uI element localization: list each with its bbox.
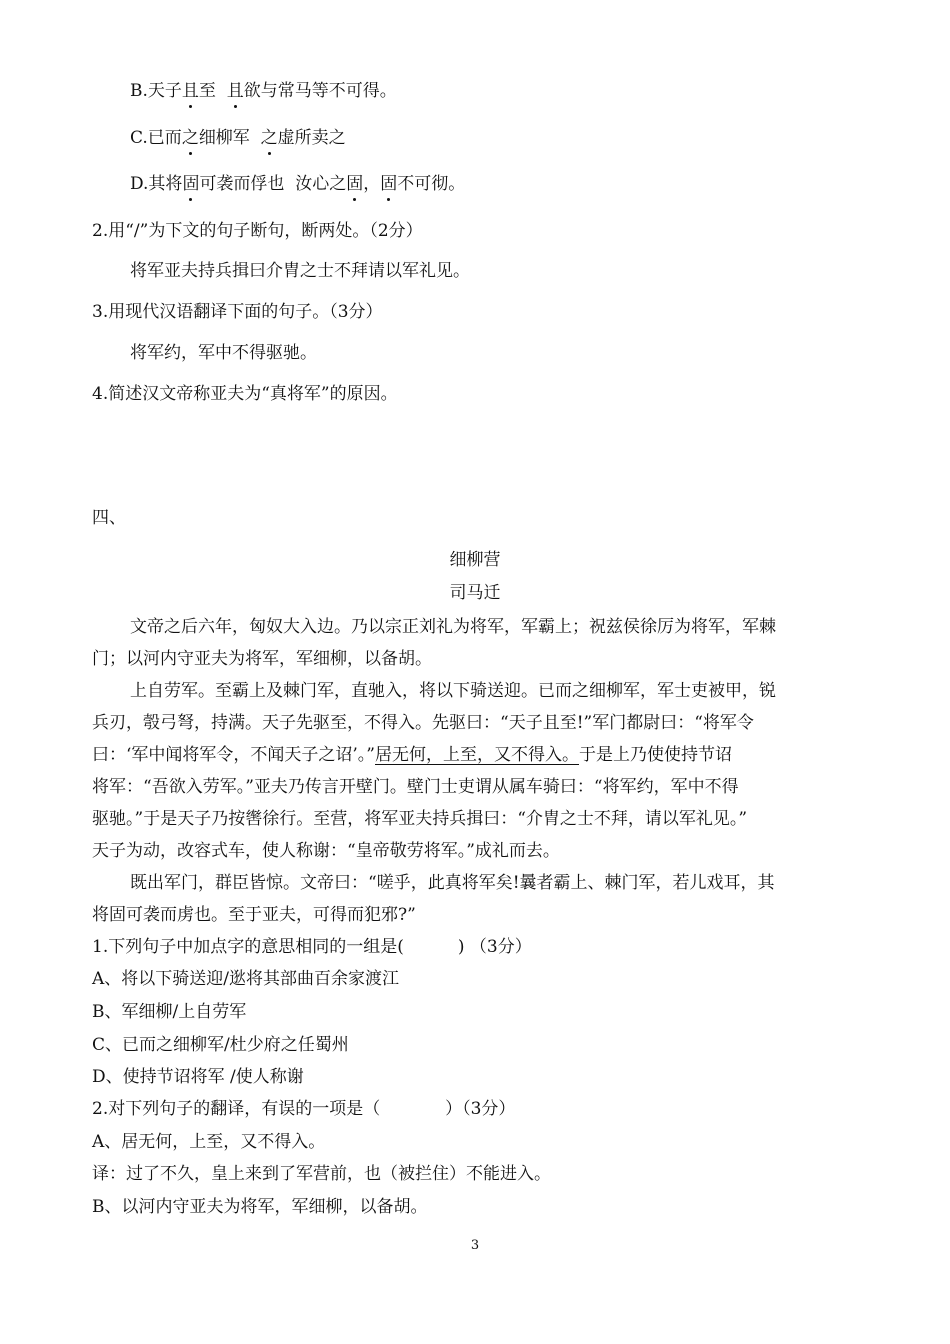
paragraph-2-line-6: 天子为动，改容式车，使人称谢：“皇帝敬劳将军。”成礼而去。 bbox=[92, 841, 560, 861]
paragraph-2-line-5: 驱驰。”于是天子乃按辔徐行。至营，将军亚夫持兵揖曰：“介胄之士不拜，请以军礼见。” bbox=[92, 809, 748, 829]
dotted-char: 且 bbox=[226, 81, 244, 101]
option-c: C.已而之细柳军 之虚所卖之 bbox=[130, 128, 346, 148]
question-2: 2.对下列句子的翻译，有误的一项是（ ）（3分） bbox=[92, 1099, 516, 1119]
passage-title: 细柳营 bbox=[449, 550, 501, 570]
paragraph-3-line-2: 将固可袭而虏也。至于亚夫，可得而犯邪?” bbox=[92, 905, 416, 925]
question-3: 3.用现代汉语翻译下面的句子。（3分） bbox=[92, 302, 383, 322]
question-1: 1.下列句子中加点字的意思相同的一组是( ) （3分） bbox=[92, 937, 532, 957]
option-d: D、使持节诏将军 /使人称谢 bbox=[92, 1067, 304, 1087]
page-number: 3 bbox=[470, 1238, 480, 1253]
passage-author: 司马迁 bbox=[449, 583, 501, 603]
dotted-char: 之 bbox=[260, 128, 278, 148]
paragraph-2-line-4: 将军：“吾欲入劳军。”亚夫乃传言开壁门。壁门士吏谓从属车骑曰：“将军约，军中不得 bbox=[92, 777, 739, 797]
paragraph-1-line-2: 门；以河内守亚夫为将军，军细柳，以备胡。 bbox=[92, 649, 432, 669]
option-b: B、以河内守亚夫为将军，军细柳，以备胡。 bbox=[92, 1197, 428, 1217]
paragraph-2-line-3: 曰：‘军中闻将军令，不闻天子之诏’。”居无何，上至，又不得入。于是上乃使使持节诏 bbox=[92, 745, 732, 765]
option-d: D.其将固可袭而俘也 汝心之固，固不可彻。 bbox=[130, 174, 466, 194]
paragraph-2-line-1: 上自劳军。至霸上及棘门军，直驰入，将以下骑送迎。已而之细柳军，军士吏被甲，锐 bbox=[130, 681, 776, 701]
option-a: A、居无何，上至，又不得入。 bbox=[92, 1132, 326, 1152]
section-heading: 四、 bbox=[92, 508, 126, 528]
option-a-translation: 译：过了不久，皇上来到了军营前，也（被拦住）不能进入。 bbox=[92, 1164, 551, 1184]
option-c: C、已而之细柳军/杜少府之任蜀州 bbox=[92, 1035, 349, 1055]
dotted-char: 固 bbox=[380, 174, 398, 194]
option-b: B、军细柳/上自劳军 bbox=[92, 1002, 247, 1022]
question-4: 4.简述汉文帝称亚夫为“真将军”的原因。 bbox=[92, 384, 398, 404]
question-2: 2.用“/”为下文的句子断句，断两处。（2分） bbox=[92, 221, 423, 241]
option-a: A、将以下骑送迎/逖将其部曲百余家渡江 bbox=[92, 969, 400, 989]
dotted-char: 且 bbox=[181, 81, 199, 101]
dotted-char: 固 bbox=[182, 174, 200, 194]
option-b: B.天子且至 且欲与常马等不可得。 bbox=[130, 81, 397, 101]
dotted-char: 固 bbox=[346, 174, 364, 194]
paragraph-1-line-1: 文帝之后六年，匈奴大入边。乃以宗正刘礼为将军，军霸上；祝兹侯徐厉为将军，军棘 bbox=[130, 617, 776, 637]
paragraph-3-line-1: 既出军门，群臣皆惊。文帝曰：“嗟乎，此真将军矣!曩者霸上、棘门军，若儿戏耳，其 bbox=[130, 873, 775, 893]
underlined-sentence: 居无何，上至，又不得入。 bbox=[375, 745, 579, 765]
question-2-text: 将军亚夫持兵揖曰介胄之士不拜请以军礼见。 bbox=[130, 261, 470, 281]
dotted-char: 之 bbox=[181, 128, 199, 148]
question-3-text: 将军约，军中不得驱驰。 bbox=[130, 343, 317, 363]
paragraph-2-line-2: 兵刃，彀弓弩，持满。天子先驱至，不得入。先驱曰：“天子且至!”军门都尉曰：“将军令 bbox=[92, 713, 754, 733]
